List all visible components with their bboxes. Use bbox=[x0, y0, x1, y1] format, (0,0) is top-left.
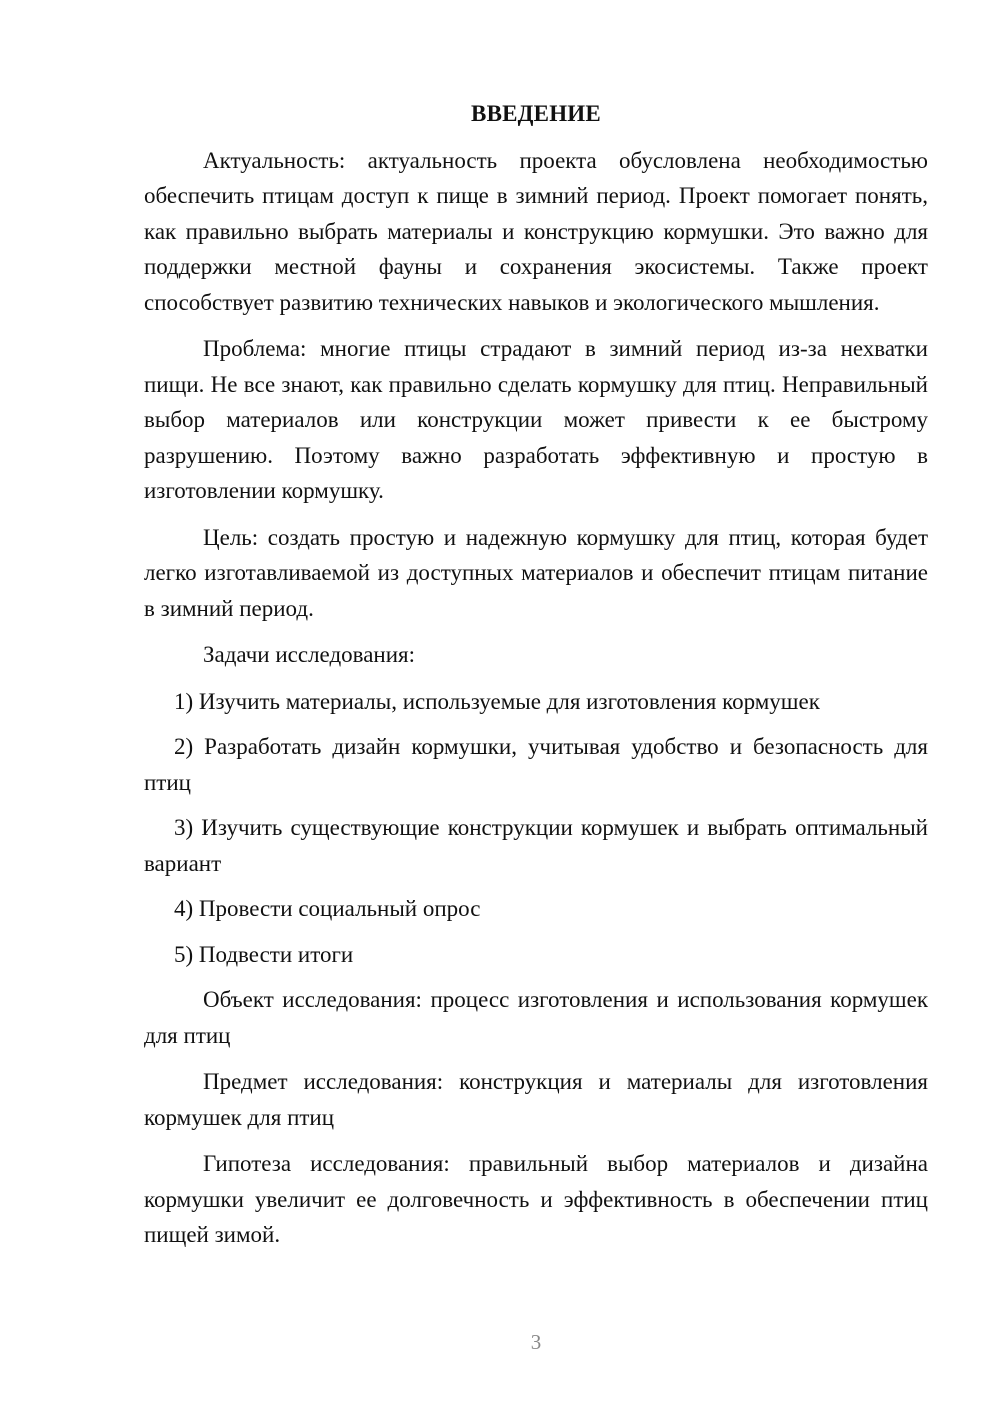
tasks-heading: Задачи исследования: bbox=[203, 642, 416, 667]
page-number: 3 bbox=[530, 1330, 542, 1354]
task-item: 2) Разработать дизайн кормушки, учитывая удобство и безопасность для птиц bbox=[144, 734, 928, 795]
section-title: ВВЕДЕНИЕ bbox=[471, 101, 601, 126]
task-item: 4) Провести социальный опрос bbox=[174, 896, 481, 921]
task-item: 5) Подвести итоги bbox=[174, 941, 354, 967]
task-item: 3) Изучить существующие конструкции кормушек и выбрать оптимальный вариант bbox=[144, 815, 928, 876]
subject-paragraph: Предмет исследования: конструкция и материалы для изготовления кормушек для птиц bbox=[144, 1069, 928, 1130]
object-paragraph: Объект исследования: процесс изготовления и использования кормушек для птиц bbox=[144, 987, 928, 1048]
document-page bbox=[144, 96, 928, 1264]
relevance-paragraph: Актуальность: актуальность проекта обусловлена необходимостью обеспечить птицам доступ к пище в зимний период. Проект помогает понять, как правильно выбрать материалы и конструкцию кормушки. Это важно для поддержки местной фауны и сохранения экосистемы. Также проект способствует развитию технических навыков и экологического мышления. bbox=[144, 147, 928, 315]
goal-paragraph: Цель: создать простую и надежную кормушку для птиц, которая будет легко изготавливаемой из доступных материалов и обеспечит птицам питание в зимний период. bbox=[144, 524, 928, 621]
hypothesis-paragraph: Гипотеза исследования: правильный выбор материалов и дизайна кормушки увеличит ее долговечность и эффективность в обеспечении птиц пищей зимой. bbox=[144, 1151, 928, 1247]
tasks-list bbox=[144, 684, 928, 973]
task-item: 1) Изучить материалы, используемые для изготовления кормушек bbox=[174, 688, 820, 714]
problem-paragraph: Проблема: многие птицы страдают в зимний период из-за нехватки пищи. Не все знают, как правильно сделать кормушку для птиц. Неправильный выбор материалов или конструкции может привести к ее быстрому разрушению. Поэтому важно разработать эффективную и простую в изготовлении кормушку. bbox=[144, 336, 928, 503]
